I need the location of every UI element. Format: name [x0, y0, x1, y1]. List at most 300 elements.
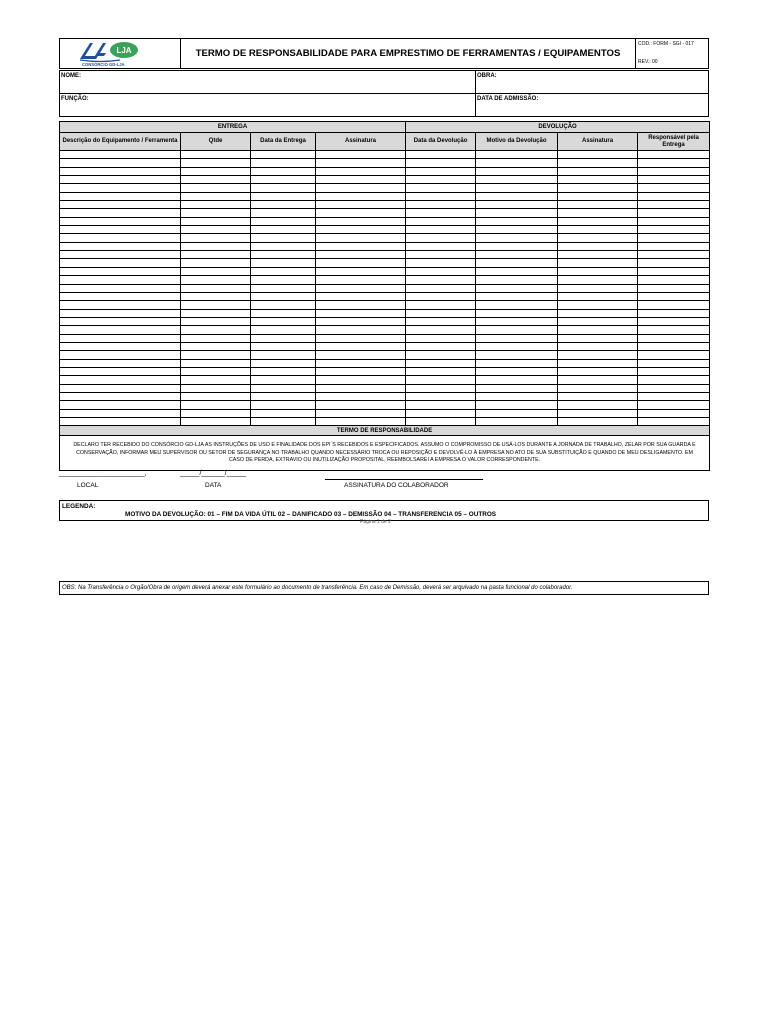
table-cell[interactable]	[316, 242, 406, 250]
table-cell[interactable]	[638, 342, 710, 350]
col-data-devolucao: Data da Devolução	[406, 133, 476, 151]
table-cell[interactable]	[181, 317, 251, 325]
table-row	[60, 209, 710, 217]
table-cell[interactable]	[476, 151, 558, 159]
table-cell[interactable]	[251, 392, 316, 400]
table-cell[interactable]	[558, 292, 638, 300]
table-cell[interactable]	[476, 234, 558, 242]
table-cell[interactable]	[181, 401, 251, 409]
table-cell[interactable]	[181, 159, 251, 167]
col-assinatura-devolucao: Assinatura	[558, 133, 638, 151]
table-cell[interactable]	[406, 167, 476, 175]
table-cell[interactable]	[60, 259, 181, 267]
table-cell[interactable]	[181, 209, 251, 217]
table-cell[interactable]	[406, 209, 476, 217]
table-cell[interactable]	[476, 367, 558, 375]
table-cell[interactable]	[181, 342, 251, 350]
table-cell[interactable]	[558, 201, 638, 209]
table-cell[interactable]	[316, 209, 406, 217]
table-cell[interactable]	[60, 384, 181, 392]
table-cell[interactable]	[181, 359, 251, 367]
data-label: DATA	[205, 482, 222, 490]
table-cell[interactable]	[638, 167, 710, 175]
table-cell[interactable]	[60, 184, 181, 192]
table-cell[interactable]	[60, 359, 181, 367]
table-cell[interactable]	[251, 326, 316, 334]
table-cell[interactable]	[476, 334, 558, 342]
table-cell[interactable]	[476, 292, 558, 300]
table-cell[interactable]	[558, 276, 638, 284]
table-cell[interactable]	[558, 234, 638, 242]
table-cell[interactable]	[251, 301, 316, 309]
table-cell[interactable]	[251, 192, 316, 200]
table-cell[interactable]	[638, 392, 710, 400]
table-cell[interactable]	[558, 342, 638, 350]
table-cell[interactable]	[406, 401, 476, 409]
table-cell[interactable]	[476, 384, 558, 392]
table-cell[interactable]	[476, 409, 558, 417]
table-cell[interactable]	[558, 334, 638, 342]
data-admissao-field[interactable]: DATA DE ADMISSÃO:	[477, 96, 539, 102]
table-cell[interactable]	[638, 334, 710, 342]
table-cell[interactable]	[406, 301, 476, 309]
table-cell[interactable]	[558, 259, 638, 267]
table-cell[interactable]	[406, 217, 476, 225]
table-cell[interactable]	[638, 276, 710, 284]
table-cell[interactable]	[476, 267, 558, 275]
table-cell[interactable]	[181, 226, 251, 234]
table-cell[interactable]	[476, 359, 558, 367]
table-cell[interactable]	[558, 401, 638, 409]
table-cell[interactable]	[638, 401, 710, 409]
table-cell[interactable]	[181, 276, 251, 284]
table-cell[interactable]	[476, 242, 558, 250]
table-cell[interactable]	[638, 309, 710, 317]
table-cell[interactable]	[316, 384, 406, 392]
table-cell[interactable]	[406, 418, 476, 426]
table-cell[interactable]	[251, 234, 316, 242]
table-cell[interactable]	[476, 226, 558, 234]
table-cell[interactable]	[638, 184, 710, 192]
table-cell[interactable]	[181, 418, 251, 426]
table-cell[interactable]	[316, 176, 406, 184]
table-cell[interactable]	[316, 301, 406, 309]
table-row	[60, 167, 710, 175]
table-row	[60, 392, 710, 400]
table-cell[interactable]	[60, 267, 181, 275]
table-cell[interactable]	[181, 376, 251, 384]
table-cell[interactable]	[406, 234, 476, 242]
table-cell[interactable]	[476, 376, 558, 384]
obra-field[interactable]: OBRA:	[477, 73, 497, 79]
table-cell[interactable]	[558, 317, 638, 325]
table-row	[60, 292, 710, 300]
table-cell[interactable]	[406, 201, 476, 209]
table-cell[interactable]	[558, 359, 638, 367]
table-cell[interactable]	[60, 242, 181, 250]
table-cell[interactable]	[406, 284, 476, 292]
table-cell[interactable]	[316, 217, 406, 225]
table-cell[interactable]	[251, 351, 316, 359]
table-cell[interactable]	[406, 184, 476, 192]
table-cell[interactable]	[406, 176, 476, 184]
table-cell[interactable]	[638, 326, 710, 334]
table-cell[interactable]	[251, 201, 316, 209]
table-cell[interactable]	[638, 209, 710, 217]
table-cell[interactable]	[60, 251, 181, 259]
table-cell[interactable]	[316, 376, 406, 384]
table-cell[interactable]	[558, 159, 638, 167]
table-cell[interactable]	[181, 251, 251, 259]
table-cell[interactable]	[60, 217, 181, 225]
table-cell[interactable]	[251, 309, 316, 317]
table-cell[interactable]	[406, 292, 476, 300]
col-assinatura-entrega: Assinatura	[316, 133, 406, 151]
table-cell[interactable]	[476, 326, 558, 334]
table-cell[interactable]	[60, 376, 181, 384]
table-cell[interactable]	[251, 259, 316, 267]
table-cell[interactable]	[316, 234, 406, 242]
table-cell[interactable]	[406, 409, 476, 417]
table-cell[interactable]	[406, 376, 476, 384]
table-cell[interactable]	[316, 192, 406, 200]
table-cell[interactable]	[181, 167, 251, 175]
table-cell[interactable]	[251, 359, 316, 367]
table-cell[interactable]	[60, 292, 181, 300]
table-cell[interactable]	[251, 209, 316, 217]
table-cell[interactable]	[251, 384, 316, 392]
table-row	[60, 251, 710, 259]
table-cell[interactable]	[181, 217, 251, 225]
table-cell[interactable]	[60, 309, 181, 317]
table-cell[interactable]	[251, 401, 316, 409]
table-cell[interactable]	[251, 317, 316, 325]
table-cell[interactable]	[60, 234, 181, 242]
table-cell[interactable]	[638, 376, 710, 384]
table-cell[interactable]	[406, 259, 476, 267]
table-cell[interactable]	[316, 334, 406, 342]
table-cell[interactable]	[251, 159, 316, 167]
table-cell[interactable]	[406, 326, 476, 334]
table-cell[interactable]	[181, 176, 251, 184]
entrega-header: ENTREGA	[60, 122, 406, 133]
table-cell[interactable]	[316, 392, 406, 400]
table-cell[interactable]	[316, 351, 406, 359]
table-row	[60, 176, 710, 184]
table-cell[interactable]	[406, 251, 476, 259]
table-cell[interactable]	[406, 159, 476, 167]
table-cell[interactable]	[476, 301, 558, 309]
table-cell[interactable]	[181, 334, 251, 342]
table-cell[interactable]	[316, 159, 406, 167]
table-cell[interactable]	[558, 301, 638, 309]
signature-line[interactable]	[325, 479, 483, 480]
table-cell[interactable]	[638, 201, 710, 209]
table-cell[interactable]	[558, 418, 638, 426]
table-cell[interactable]	[476, 418, 558, 426]
date-line[interactable]: _____/______/_____	[180, 470, 247, 478]
table-cell[interactable]	[406, 392, 476, 400]
table-cell[interactable]	[316, 167, 406, 175]
termo-title: TERMO DE RESPONSABILIDADE	[60, 426, 710, 436]
table-cell[interactable]	[476, 176, 558, 184]
table-cell[interactable]	[316, 151, 406, 159]
table-row	[60, 184, 710, 192]
funcao-field[interactable]: FUNÇÃO:	[60, 94, 476, 116]
table-cell[interactable]	[251, 334, 316, 342]
table-cell[interactable]	[316, 309, 406, 317]
table-cell[interactable]	[558, 151, 638, 159]
table-cell[interactable]	[558, 384, 638, 392]
table-cell[interactable]	[181, 309, 251, 317]
table-cell[interactable]	[476, 342, 558, 350]
table-cell[interactable]	[60, 351, 181, 359]
local-line[interactable]: ______________________,	[59, 470, 147, 478]
table-cell[interactable]	[251, 276, 316, 284]
table-cell[interactable]	[251, 242, 316, 250]
table-cell[interactable]	[476, 276, 558, 284]
table-cell[interactable]	[406, 367, 476, 375]
table-cell[interactable]	[638, 159, 710, 167]
table-row	[60, 267, 710, 275]
table-cell[interactable]	[316, 367, 406, 375]
table-cell[interactable]	[316, 226, 406, 234]
table-cell[interactable]	[638, 259, 710, 267]
table-cell[interactable]	[181, 284, 251, 292]
table-cell[interactable]	[558, 267, 638, 275]
table-cell[interactable]	[476, 351, 558, 359]
table-cell[interactable]	[638, 384, 710, 392]
table-cell[interactable]	[406, 242, 476, 250]
table-row	[60, 342, 710, 350]
table-cell[interactable]	[251, 409, 316, 417]
table-cell[interactable]	[251, 151, 316, 159]
table-cell[interactable]	[406, 351, 476, 359]
table-cell[interactable]	[406, 151, 476, 159]
table-cell[interactable]	[638, 292, 710, 300]
table-cell[interactable]	[181, 259, 251, 267]
table-cell[interactable]	[406, 276, 476, 284]
table-cell[interactable]	[476, 259, 558, 267]
table-cell[interactable]	[316, 326, 406, 334]
table-cell[interactable]	[406, 342, 476, 350]
table-cell[interactable]	[251, 226, 316, 234]
table-cell[interactable]	[251, 184, 316, 192]
form-revision: REV.: 00	[638, 59, 658, 65]
table-cell[interactable]	[60, 392, 181, 400]
table-row	[60, 217, 710, 225]
table-cell[interactable]	[406, 226, 476, 234]
table-cell[interactable]	[558, 242, 638, 250]
table-cell[interactable]	[60, 317, 181, 325]
table-cell[interactable]	[476, 317, 558, 325]
table-cell[interactable]	[251, 167, 316, 175]
table-row	[60, 242, 710, 250]
table-cell[interactable]	[476, 392, 558, 400]
table-cell[interactable]	[476, 159, 558, 167]
table-cell[interactable]	[316, 276, 406, 284]
table-cell[interactable]	[60, 192, 181, 200]
table-cell[interactable]	[60, 418, 181, 426]
table-cell[interactable]	[251, 376, 316, 384]
table-cell[interactable]	[60, 342, 181, 350]
table-cell[interactable]	[181, 384, 251, 392]
table-cell[interactable]	[638, 234, 710, 242]
table-cell[interactable]	[638, 359, 710, 367]
table-cell[interactable]	[558, 367, 638, 375]
table-cell[interactable]	[316, 267, 406, 275]
table-cell[interactable]	[638, 251, 710, 259]
table-cell[interactable]	[558, 192, 638, 200]
table-cell[interactable]	[60, 159, 181, 167]
table-cell[interactable]	[181, 409, 251, 417]
table-cell[interactable]	[638, 301, 710, 309]
table-cell[interactable]	[251, 418, 316, 426]
table-cell[interactable]	[181, 392, 251, 400]
table-cell[interactable]	[476, 167, 558, 175]
table-cell[interactable]	[558, 167, 638, 175]
table-cell[interactable]	[60, 367, 181, 375]
table-cell[interactable]	[638, 267, 710, 275]
table-cell[interactable]	[60, 326, 181, 334]
employee-info	[59, 70, 709, 117]
table-cell[interactable]	[316, 259, 406, 267]
table-cell[interactable]	[251, 367, 316, 375]
table-cell[interactable]	[60, 401, 181, 409]
table-cell[interactable]	[251, 342, 316, 350]
table-cell[interactable]	[406, 384, 476, 392]
table-cell[interactable]	[60, 209, 181, 217]
table-row	[60, 276, 710, 284]
table-cell[interactable]	[558, 226, 638, 234]
table-cell[interactable]	[60, 201, 181, 209]
table-cell[interactable]	[558, 209, 638, 217]
table-cell[interactable]	[406, 192, 476, 200]
table-cell[interactable]	[558, 184, 638, 192]
table-cell[interactable]	[60, 167, 181, 175]
table-cell[interactable]	[476, 201, 558, 209]
table-cell[interactable]	[60, 301, 181, 309]
table-cell[interactable]	[638, 226, 710, 234]
form-page	[59, 38, 709, 521]
table-cell[interactable]	[406, 317, 476, 325]
table-cell[interactable]	[558, 409, 638, 417]
table-cell[interactable]	[406, 359, 476, 367]
table-cell[interactable]	[316, 201, 406, 209]
legend-title: LEGENDA:	[62, 503, 96, 511]
table-cell[interactable]	[638, 317, 710, 325]
table-cell[interactable]	[181, 151, 251, 159]
form-code-box	[635, 39, 708, 68]
table-cell[interactable]	[316, 251, 406, 259]
table-cell[interactable]	[251, 217, 316, 225]
table-cell[interactable]	[60, 226, 181, 234]
table-cell[interactable]	[316, 184, 406, 192]
table-cell[interactable]	[476, 184, 558, 192]
table-cell[interactable]	[638, 151, 710, 159]
table-cell[interactable]	[60, 176, 181, 184]
table-cell[interactable]	[316, 409, 406, 417]
table-cell[interactable]	[638, 409, 710, 417]
table-cell[interactable]	[476, 309, 558, 317]
table-cell[interactable]	[558, 309, 638, 317]
table-cell[interactable]	[638, 192, 710, 200]
table-cell[interactable]	[181, 201, 251, 209]
table-cell[interactable]	[476, 401, 558, 409]
table-cell[interactable]	[316, 284, 406, 292]
table-cell[interactable]	[558, 351, 638, 359]
table-row	[60, 334, 710, 342]
table-cell[interactable]	[638, 351, 710, 359]
table-cell[interactable]	[558, 326, 638, 334]
table-cell[interactable]	[406, 267, 476, 275]
table-cell[interactable]	[181, 234, 251, 242]
table-cell[interactable]	[181, 351, 251, 359]
table-cell[interactable]	[476, 209, 558, 217]
table-cell[interactable]	[638, 284, 710, 292]
table-cell[interactable]	[638, 242, 710, 250]
table-cell[interactable]	[558, 217, 638, 225]
table-cell[interactable]	[638, 217, 710, 225]
col-responsavel: Responsável pela Entrega	[638, 133, 710, 151]
table-cell[interactable]	[181, 184, 251, 192]
table-cell[interactable]	[316, 359, 406, 367]
table-cell[interactable]	[476, 217, 558, 225]
form-code: COD.: FORM - SGI - 017	[638, 41, 694, 47]
table-cell[interactable]	[181, 267, 251, 275]
table-cell[interactable]	[558, 284, 638, 292]
table-cell[interactable]	[251, 251, 316, 259]
table-row	[60, 376, 710, 384]
table-cell[interactable]	[316, 292, 406, 300]
table-cell[interactable]	[60, 334, 181, 342]
table-cell[interactable]	[476, 284, 558, 292]
table-cell[interactable]	[251, 284, 316, 292]
table-cell[interactable]	[251, 176, 316, 184]
table-cell[interactable]	[558, 251, 638, 259]
table-cell[interactable]	[476, 251, 558, 259]
table-cell[interactable]	[60, 409, 181, 417]
table-cell[interactable]	[316, 418, 406, 426]
table-cell[interactable]	[316, 342, 406, 350]
table-cell[interactable]	[60, 276, 181, 284]
table-cell[interactable]	[558, 392, 638, 400]
table-cell[interactable]	[558, 176, 638, 184]
table-cell[interactable]	[251, 292, 316, 300]
table-row	[60, 409, 710, 417]
table-cell[interactable]	[316, 317, 406, 325]
table-cell[interactable]	[406, 309, 476, 317]
table-cell[interactable]	[181, 192, 251, 200]
table-cell[interactable]	[60, 151, 181, 159]
table-cell[interactable]	[181, 367, 251, 375]
col-motivo-devolucao: Motivo da Devolução	[476, 133, 558, 151]
table-cell[interactable]	[60, 284, 181, 292]
table-cell[interactable]	[638, 418, 710, 426]
table-cell[interactable]	[406, 334, 476, 342]
table-cell[interactable]	[251, 267, 316, 275]
table-cell[interactable]	[181, 242, 251, 250]
nome-field[interactable]: NOME:	[60, 71, 476, 93]
table-cell[interactable]	[558, 376, 638, 384]
table-cell[interactable]	[316, 401, 406, 409]
table-cell[interactable]	[638, 176, 710, 184]
table-cell[interactable]	[638, 367, 710, 375]
table-cell[interactable]	[476, 192, 558, 200]
table-cell[interactable]	[181, 301, 251, 309]
table-cell[interactable]	[181, 326, 251, 334]
table-cell[interactable]	[181, 292, 251, 300]
